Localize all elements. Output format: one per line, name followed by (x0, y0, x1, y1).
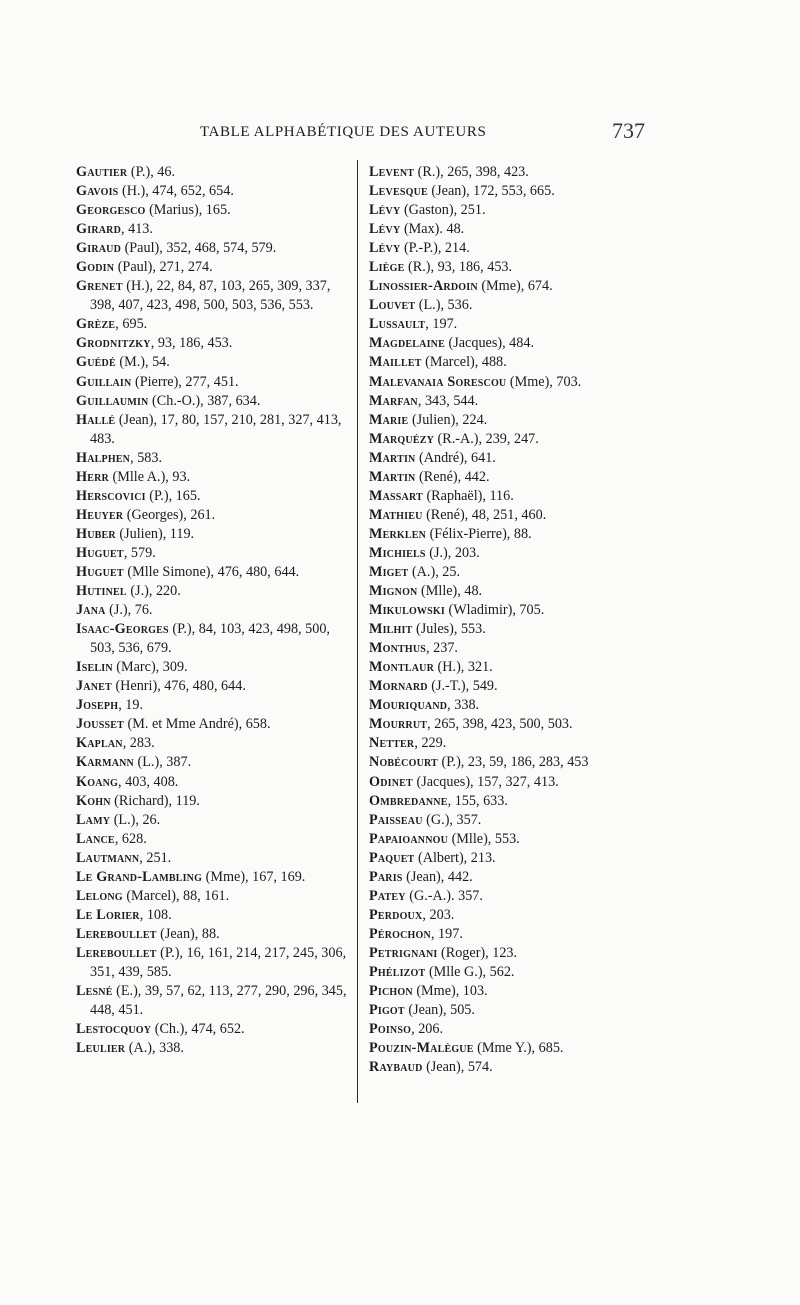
index-entry (369, 887, 669, 906)
author-name: Grenet (76, 278, 123, 295)
author-name: Guédé (76, 354, 116, 371)
index-entry (369, 658, 669, 677)
index-entry (369, 277, 669, 296)
entry-references: (Jean), 17, 80, 157, 210, 281, 327, 413, 483. (90, 411, 342, 447)
author-name: Mourrut (369, 716, 428, 733)
author-name: Martin (369, 468, 416, 485)
author-name: Mornard (369, 678, 428, 695)
entry-references: (Paul), 352, 468, 574, 579. (121, 240, 277, 257)
entry-references: (G.), 357. (422, 811, 482, 828)
index-entry (369, 1039, 669, 1058)
index-entry (76, 887, 352, 906)
entry-references: (Richard), 119. (110, 792, 200, 809)
index-entry (369, 449, 669, 468)
index-entry (369, 315, 669, 334)
entry-references: (P.), 46. (127, 164, 176, 180)
index-entry (76, 1039, 352, 1058)
author-name: Perdoux (369, 906, 423, 923)
index-entry (369, 601, 669, 620)
author-name: Merklen (369, 525, 427, 542)
entry-references: , 93, 186, 453. (150, 335, 233, 352)
index-entry (369, 1020, 669, 1039)
index-entry (369, 544, 669, 563)
entry-references: (P.), 84, 103, 423, 498, 500, 503, 536, 679. (90, 621, 330, 657)
entry-references: , 628. (114, 830, 147, 847)
index-entry (76, 601, 352, 620)
index-entry (369, 468, 669, 487)
entry-references: (Paul), 271, 274. (114, 259, 213, 276)
entry-references: (Jacques), 484. (444, 335, 535, 352)
index-entry (369, 677, 669, 696)
entry-references: (Marius), 165. (145, 202, 231, 219)
column-divider (357, 160, 358, 1103)
entry-references: , 19. (118, 697, 144, 714)
index-entry (76, 315, 352, 334)
index-entry (369, 506, 669, 525)
index-entry (369, 258, 669, 277)
author-name: Pigot (369, 1002, 405, 1019)
index-entry (369, 1001, 669, 1020)
author-name: Hutinel (76, 583, 127, 600)
entry-references: (R.-A.), 239, 247. (434, 430, 539, 447)
author-name: Gavois (76, 183, 119, 200)
entry-references: (Jean), 172, 553, 665. (427, 183, 555, 200)
entry-references: (M. et Mme André), 658. (123, 716, 271, 733)
index-entry (76, 525, 352, 544)
author-name: Mouriquand (369, 697, 448, 714)
index-entry (76, 353, 352, 372)
author-name: Huber (76, 525, 116, 542)
index-column-left (76, 163, 352, 1058)
author-name: Lévy (369, 202, 401, 219)
index-entry (76, 677, 352, 696)
index-entry (76, 277, 352, 315)
entry-references: (Jean), 88. (156, 925, 220, 942)
entry-references: (Jacques), 157, 327, 413. (412, 773, 559, 790)
index-entry (369, 163, 669, 182)
index-entry (76, 753, 352, 772)
author-name: Mikulowski (369, 602, 445, 619)
index-entry (76, 220, 352, 239)
author-name: Michiels (369, 544, 426, 561)
author-name: Miget (369, 563, 409, 580)
index-entry (76, 715, 352, 734)
author-name: Mignon (369, 583, 418, 600)
index-entry (76, 925, 352, 944)
entry-references: (Julien), 224. (408, 411, 488, 428)
author-name: Isaac-Georges (76, 621, 169, 638)
author-name: Hallé (76, 411, 116, 428)
author-name: Levent (369, 164, 415, 180)
index-entry (369, 296, 669, 315)
author-name: Montlaur (369, 659, 434, 676)
author-name: Guillain (76, 373, 132, 390)
author-name: Pérochon (369, 925, 431, 942)
entry-references: (Gaston), 251. (400, 202, 486, 219)
entry-references: (H.), 321. (434, 659, 493, 676)
index-entry (76, 201, 352, 220)
author-name: Halphen (76, 449, 131, 466)
entry-references: (Ch.-O.), 387, 634. (148, 392, 261, 409)
entry-references: (J.-T.), 549. (427, 678, 498, 695)
index-entry (76, 773, 352, 792)
author-name: Le Lorier (76, 906, 140, 923)
entry-references: , 155, 633. (447, 792, 508, 809)
author-name: Godin (76, 259, 115, 276)
entry-references: , 251. (139, 849, 172, 866)
entry-references: , 197. (430, 925, 463, 942)
author-name: Lautmann (76, 849, 140, 866)
author-name: Malevanaia Sorescou (369, 373, 507, 390)
entry-references: , 579. (123, 544, 156, 561)
entry-references: , 206. (411, 1021, 444, 1038)
entry-references: (Mlle Simone), 476, 480, 644. (123, 563, 300, 580)
index-entry (369, 353, 669, 372)
author-name: Le Grand-Lambling (76, 868, 203, 885)
author-name: Iselin (76, 659, 113, 676)
author-name: Heuyer (76, 506, 124, 523)
author-name: Grodnitzky (76, 335, 151, 352)
entry-references: , 695. (115, 316, 148, 333)
index-entry (76, 544, 352, 563)
entry-references: , 237. (426, 640, 458, 657)
author-name: Phélizot (369, 963, 426, 980)
index-entry (76, 944, 352, 982)
index-entry (369, 334, 669, 353)
index-entry (76, 792, 352, 811)
index-entry (76, 163, 352, 182)
page-header (0, 118, 800, 148)
entry-references: (René), 442. (415, 468, 490, 485)
author-name: Marfan (369, 392, 418, 409)
index-entry (369, 925, 669, 944)
index-entry (76, 868, 352, 887)
entry-references: (Marc), 309. (112, 659, 188, 676)
entry-references: (Ch.), 474, 652. (151, 1021, 245, 1038)
index-entry (76, 830, 352, 849)
author-name: Koang (76, 773, 119, 790)
index-entry (76, 392, 352, 411)
entry-references: , 338. (447, 697, 480, 714)
author-name: Louvet (369, 297, 416, 314)
index-entry (76, 563, 352, 582)
author-name: Ombredanne (369, 792, 448, 809)
entry-references: (Félix-Pierre), 88. (426, 525, 532, 542)
entry-references: (J.), 220. (126, 583, 181, 600)
index-entry (76, 982, 352, 1020)
index-entry (76, 811, 352, 830)
entry-references: , 203. (422, 906, 455, 923)
entry-references: (G.-A.). 357. (405, 887, 483, 904)
author-name: Martin (369, 449, 416, 466)
author-name: Pichon (369, 983, 413, 1000)
author-name: Guillaumin (76, 392, 149, 409)
author-name: Paquet (369, 849, 415, 866)
index-entry (369, 753, 669, 772)
author-name: Karmann (76, 754, 134, 771)
entry-references: (Mme), 103. (412, 983, 488, 1000)
author-name: Joseph (76, 697, 119, 714)
index-entry (369, 563, 669, 582)
entry-references: (M.), 54. (115, 354, 170, 371)
author-name: Paisseau (369, 811, 423, 828)
index-entry (369, 773, 669, 792)
index-entry (369, 620, 669, 639)
entry-references: (P.), 165. (145, 487, 201, 504)
index-entry (369, 811, 669, 830)
author-name: Milhit (369, 621, 413, 638)
index-entry (76, 239, 352, 258)
index-entry (76, 373, 352, 392)
index-entry (369, 582, 669, 601)
entry-references: (E.), 39, 57, 62, 113, 277, 290, 296, 345, 448, 451. (90, 983, 347, 1019)
index-entry (369, 487, 669, 506)
author-name: Magdelaine (369, 335, 445, 352)
index-entry (369, 239, 669, 258)
index-entry (369, 868, 669, 887)
index-entry (369, 220, 669, 239)
author-name: Jousset (76, 716, 124, 733)
page-title: TABLE ALPHABÉTIQUE DES AUTEURS (200, 124, 487, 140)
index-entry (369, 373, 669, 392)
index-entry (369, 944, 669, 963)
author-name: Paris (369, 868, 403, 885)
entry-references: (P.-P.), 214. (400, 240, 470, 257)
index-entry (76, 734, 352, 753)
author-name: Giraud (76, 240, 122, 257)
index-entry (76, 258, 352, 277)
author-name: Patey (369, 887, 406, 904)
entry-references: (Max). 48. (400, 221, 465, 238)
entry-references: , 413. (121, 221, 153, 238)
entry-references: (J.), 76. (105, 602, 153, 619)
entry-references: (Georges), 261. (123, 506, 216, 523)
index-entry (76, 182, 352, 201)
entry-references: , 197. (425, 316, 458, 333)
entry-references: (Jean), 574. (422, 1059, 493, 1076)
index-entry (369, 715, 669, 734)
index-entry (76, 1020, 352, 1039)
author-name: Kaplan (76, 735, 123, 752)
author-name: Lereboullet (76, 944, 157, 961)
entry-references: (René), 48, 251, 460. (422, 506, 547, 523)
entry-references: , 403, 408. (118, 773, 179, 790)
author-name: Lamy (76, 811, 111, 828)
author-name: Lereboullet (76, 925, 157, 942)
entry-references: (Mme), 674. (477, 278, 553, 295)
entry-references: (H.), 22, 84, 87, 103, 265, 309, 337, 398, 407, 423, 498, 500, 503, 536, 553. (90, 278, 331, 314)
entry-references: (Jean), 442. (402, 868, 473, 885)
author-name: Huguet (76, 563, 124, 580)
entry-references: , 343, 544. (417, 392, 479, 409)
index-entry (76, 620, 352, 658)
author-name: Liège (369, 259, 405, 276)
author-name: Leulier (76, 1040, 126, 1057)
entry-references: (Marcel), 488. (421, 354, 507, 371)
entry-references: (Mme), 703. (506, 373, 582, 390)
index-entry (76, 449, 352, 468)
author-name: Raybaud (369, 1059, 423, 1076)
index-entry (369, 1058, 669, 1077)
author-name: Maillet (369, 354, 422, 371)
index-entry (369, 639, 669, 658)
author-name: Lance (76, 830, 115, 847)
entry-references: , 108. (139, 906, 172, 923)
entry-references: (Mme Y.), 685. (473, 1040, 564, 1057)
author-name: Lestocquoy (76, 1021, 152, 1038)
entry-references: , 283. (122, 735, 155, 752)
entry-references: (P.), 16, 161, 214, 217, 245, 306, 351, 439, 585. (90, 944, 347, 980)
entry-references: (Mlle), 48. (417, 583, 483, 600)
entry-references: (Henri), 476, 480, 644. (111, 678, 246, 695)
index-entry (369, 734, 669, 753)
author-name: Kohn (76, 792, 111, 809)
index-entry (369, 411, 669, 430)
index-entry (369, 525, 669, 544)
author-name: Marquézy (369, 430, 434, 447)
index-entry (76, 696, 352, 715)
entry-references: (J.), 203. (425, 544, 480, 561)
author-name: Gautier (76, 164, 128, 180)
index-entry (76, 411, 352, 449)
index-entry (369, 982, 669, 1001)
author-name: Marie (369, 411, 409, 428)
entry-references: (A.), 338. (125, 1040, 184, 1057)
entry-references: (A.), 25. (408, 563, 461, 580)
author-name: Monthus (369, 640, 427, 657)
index-entry (369, 792, 669, 811)
author-name: Nobécourt (369, 754, 438, 771)
index-entry (76, 334, 352, 353)
entry-references: , 583. (130, 449, 163, 466)
entry-references: (Marcel), 88, 161. (122, 887, 230, 904)
entry-references: (Mlle A.), 93. (108, 468, 191, 485)
entry-references: (André), 641. (415, 449, 496, 466)
index-entry (369, 430, 669, 449)
author-name: Lévy (369, 221, 401, 238)
entry-references: (L.), 387. (133, 754, 192, 771)
author-name: Girard (76, 221, 122, 238)
author-name: Papaioannou (369, 830, 449, 847)
author-name: Janet (76, 678, 112, 695)
index-entry (369, 830, 669, 849)
author-name: Jana (76, 602, 106, 619)
author-name: Georgesco (76, 202, 146, 219)
entry-references: (Mlle), 553. (448, 830, 520, 847)
author-name: Levesque (369, 183, 428, 200)
author-name: Herr (76, 468, 109, 485)
entry-references: (R.), 265, 398, 423. (414, 164, 529, 180)
entry-references: (Albert), 213. (414, 849, 496, 866)
author-name: Huguet (76, 544, 124, 561)
entry-references: (R.), 93, 186, 453. (404, 259, 513, 276)
index-entry (76, 658, 352, 677)
entry-references: (L.), 536. (415, 297, 473, 314)
entry-references: , 265, 398, 423, 500, 503. (427, 716, 573, 733)
author-name: Linossier-Ardoin (369, 278, 478, 295)
index-entry (369, 849, 669, 868)
page-number: 737 (612, 118, 645, 143)
author-name: Lesné (76, 983, 113, 1000)
entry-references: , 229. (414, 735, 447, 752)
entry-references: (Jean), 505. (404, 1002, 475, 1019)
index-entry (369, 392, 669, 411)
entry-references: (H.), 474, 652, 654. (118, 183, 234, 200)
author-name: Odinet (369, 773, 413, 790)
entry-references: (Jules), 553. (412, 621, 486, 638)
index-entry (76, 849, 352, 868)
author-name: Lussault (369, 316, 426, 333)
author-name: Massart (369, 487, 423, 504)
author-name: Pouzin-Malègue (369, 1040, 474, 1057)
author-name: Herscovici (76, 487, 146, 504)
index-entry (76, 487, 352, 506)
author-name: Grèze (76, 316, 116, 333)
index-entry (369, 201, 669, 220)
index-entry (76, 506, 352, 525)
index-entry (76, 582, 352, 601)
author-name: Lévy (369, 240, 401, 257)
index-entry (76, 906, 352, 925)
entry-references: (Mlle G.), 562. (425, 963, 515, 980)
entry-references: (Mme), 167, 169. (202, 868, 306, 885)
author-name: Poinso (369, 1021, 412, 1038)
entry-references: (Roger), 123. (437, 944, 518, 961)
entry-references: (Julien), 119. (115, 525, 195, 542)
entry-references: (P.), 23, 59, 186, 283, 453 (437, 754, 589, 771)
author-name: Netter (369, 735, 415, 752)
entry-references: (L.), 26. (110, 811, 161, 828)
author-name: Petrignani (369, 944, 438, 961)
entry-references: (Wladimir), 705. (444, 602, 545, 619)
author-name: Lelong (76, 887, 123, 904)
author-name: Mathieu (369, 506, 423, 523)
index-column-right (369, 163, 669, 1077)
index-entry (369, 182, 669, 201)
entry-references: (Raphaël), 116. (422, 487, 514, 504)
index-entry (76, 468, 352, 487)
index-entry (369, 696, 669, 715)
entry-references: (Pierre), 277, 451. (131, 373, 239, 390)
index-entry (369, 963, 669, 982)
index-entry (369, 906, 669, 925)
